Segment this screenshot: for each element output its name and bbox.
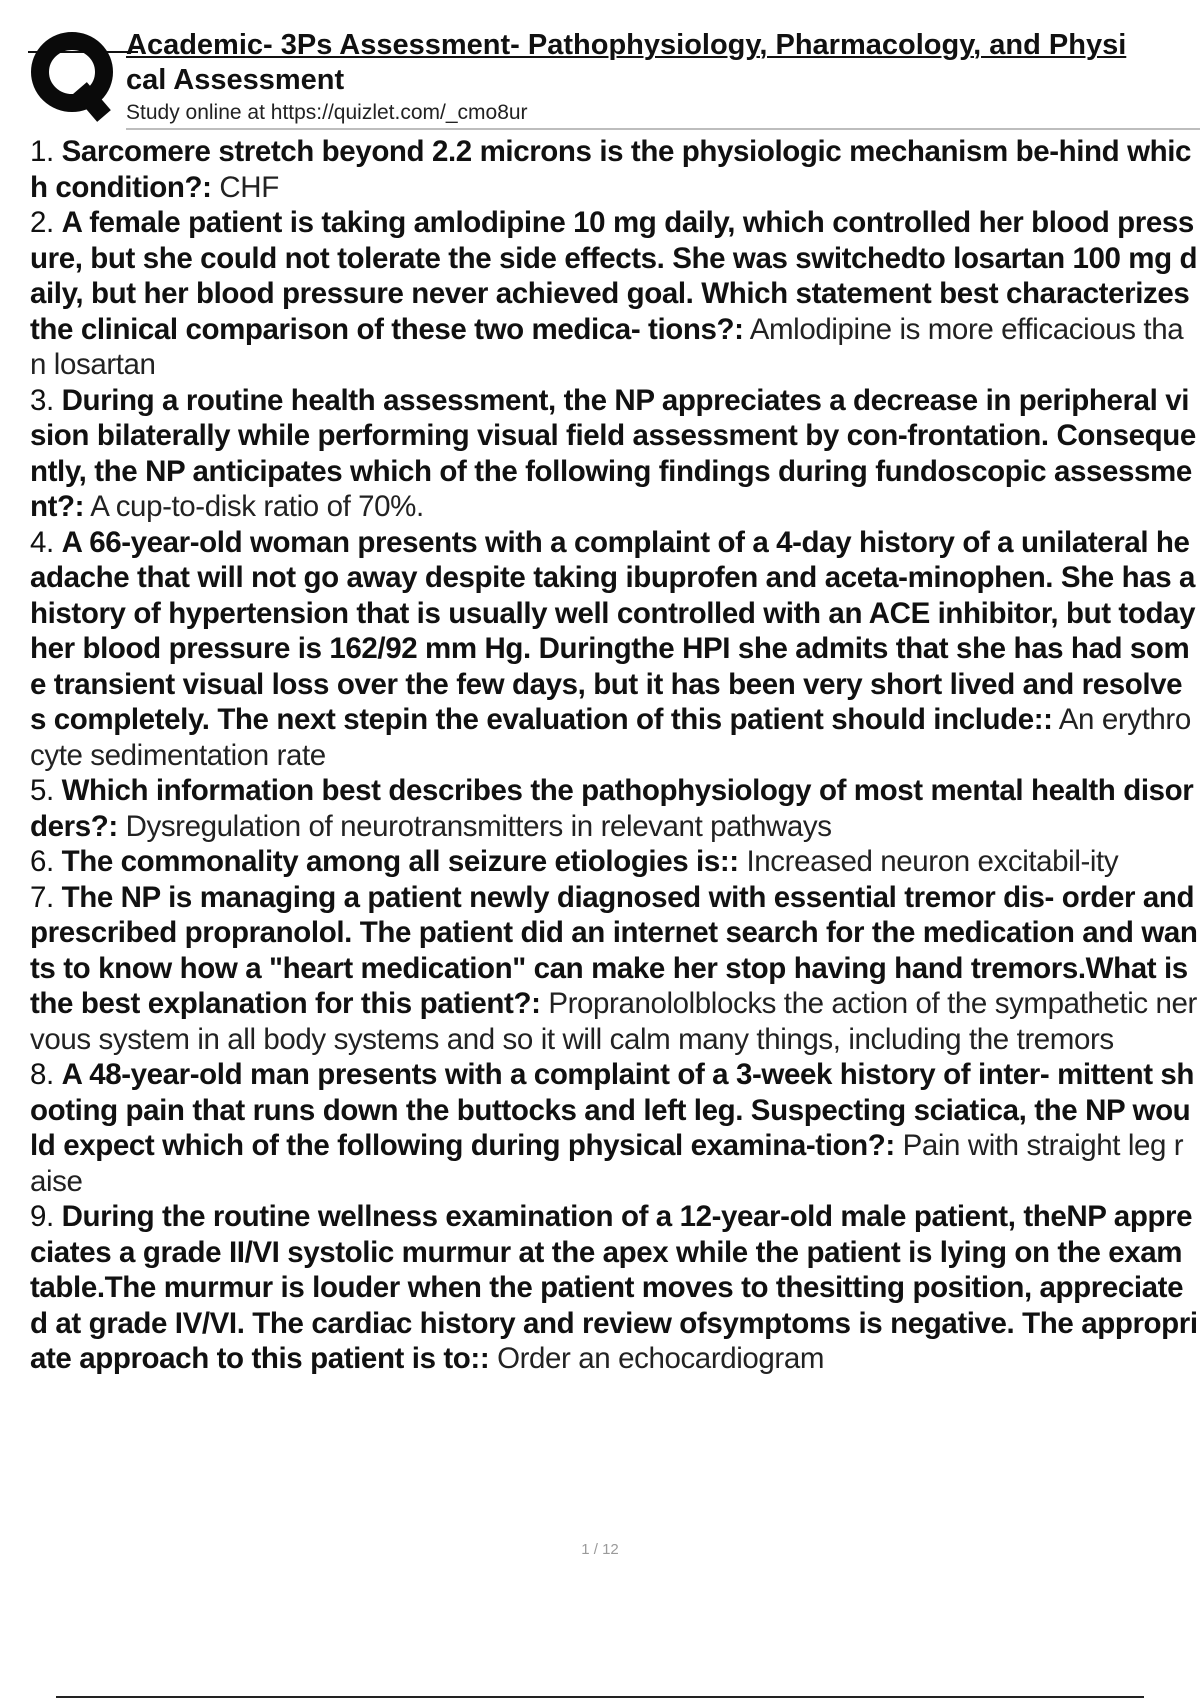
list-item bbox=[30, 880, 1198, 1058]
document-title bbox=[126, 28, 1200, 98]
quizlet-logo-icon bbox=[30, 30, 134, 122]
item-number: 8. bbox=[30, 1058, 54, 1091]
item-answer: A cup-to-disk ratio of 70%. bbox=[90, 490, 424, 523]
list-item bbox=[30, 844, 1198, 880]
item-answer: Increased neuron excitabil-ity bbox=[746, 845, 1119, 878]
header-divider bbox=[126, 128, 1200, 130]
item-question: A 48-year-old man presents with a complaint of a 3-week history of inter- mittent shooting pain that runs down the buttocks and left leg. Suspecting sciatica, the NP would expect which of the following during physical examina-tion?: bbox=[30, 1058, 1195, 1162]
item-answer: An erythrocyte sedimentation rate bbox=[30, 703, 1191, 772]
item-answer: Pain with straight leg raise bbox=[30, 1129, 1184, 1198]
item-number: 4. bbox=[30, 525, 54, 559]
item-question: A 66-year-old woman presents with a complaint of a 4-day history of a unilateral headache that will not go away despite taking ibuprofen and aceta-minophen. She has a history of hypertension that is usually well controlled with an ACE inhibitor, but today her blood pressure is 162/92 mm Hg. Duringthe HPI she admits that she has had some transient visual loss over the few days, but it has been very short lived and resolves completely. The next stepin the evaluation of this patient should include:: bbox=[30, 525, 1196, 736]
item-number: 6. bbox=[30, 845, 54, 878]
list-item bbox=[30, 1199, 1198, 1377]
item-question: Sarcomere stretch beyond 2.2 microns is the physiologic mechanism be-hind which condition?: bbox=[30, 135, 1192, 204]
item-number: 3. bbox=[30, 383, 54, 417]
item-answer: Dysregulation of neurotransmitters in relevant pathways bbox=[125, 809, 832, 843]
item-question: The commonality among all seizure etiologies is:: bbox=[61, 845, 739, 878]
page-header bbox=[28, 26, 1200, 130]
title-line-1: Academic- 3Ps Assessment- Pathophysiology, Pharmacology, and Physi bbox=[126, 29, 1127, 61]
flashcard-list bbox=[30, 134, 1198, 1377]
list-item bbox=[30, 134, 1198, 205]
item-answer: Order an echocardiogram bbox=[497, 1342, 825, 1375]
list-item bbox=[30, 773, 1198, 844]
list-item bbox=[30, 1057, 1198, 1199]
study-online-link[interactable]: Study online at https://quizlet.com/_cmo8ur bbox=[126, 101, 528, 124]
item-number: 7. bbox=[30, 880, 54, 914]
item-question: A female patient is taking amlodipine 10 mg daily, which controlled her blood pressure, but she could not tolerate the side effects. She was switchedto losartan 100 mg daily, but her blood pressure never achieved goal. Which statement best characterizes the clinical comparison of these two medica- tions?: bbox=[30, 206, 1198, 346]
item-number: 5. bbox=[30, 774, 54, 807]
header-text bbox=[126, 28, 1200, 126]
footer-divider bbox=[56, 1696, 1144, 1698]
title-line-2: cal Assessment bbox=[126, 64, 345, 96]
list-item bbox=[30, 383, 1198, 525]
item-question: During the routine wellness examination of a 12-year-old male patient, theNP appreciates a grade II/VI systolic murmur at the apex while the patient is lying on the exam table.The murmur is louder when the patient moves to thesitting position, appreciated at grade IV/VI. The cardiac history and review ofsymptoms is negative. The appropriate approach to this patient is to:: bbox=[30, 1200, 1198, 1375]
page-number: 1 / 12 bbox=[581, 1541, 619, 1558]
item-answer: CHF bbox=[219, 170, 279, 204]
item-answer: Propranololblocks the action of the sympathetic nervous system in all body systems and so it will calm many things, including the tremors bbox=[30, 987, 1197, 1056]
item-number: 9. bbox=[30, 1200, 54, 1233]
item-number: 2. bbox=[30, 206, 54, 239]
item-number: 1. bbox=[30, 135, 54, 168]
item-answer: Amlodipine is more efficacious than losartan bbox=[30, 312, 1184, 381]
item-question: Which information best describes the pathophysiology of most mental health disorders?: bbox=[30, 774, 1194, 843]
item-question: During a routine health assessment, the NP appreciates a decrease in peripheral vision bilaterally while performing visual field assessment by con-frontation. Consequently, the NP anticipates which of the following findings during fundoscopic assessment?: bbox=[30, 383, 1196, 523]
list-item bbox=[30, 205, 1198, 383]
list-item bbox=[30, 525, 1198, 774]
item-question: The NP is managing a patient newly diagnosed with essential tremor dis- order and prescribed propranolol. The patient did an internet search for the medication and wants to know how a "heart medication" can make her stop having hand tremors.What is the best explanation for this patient?: bbox=[30, 880, 1198, 1020]
